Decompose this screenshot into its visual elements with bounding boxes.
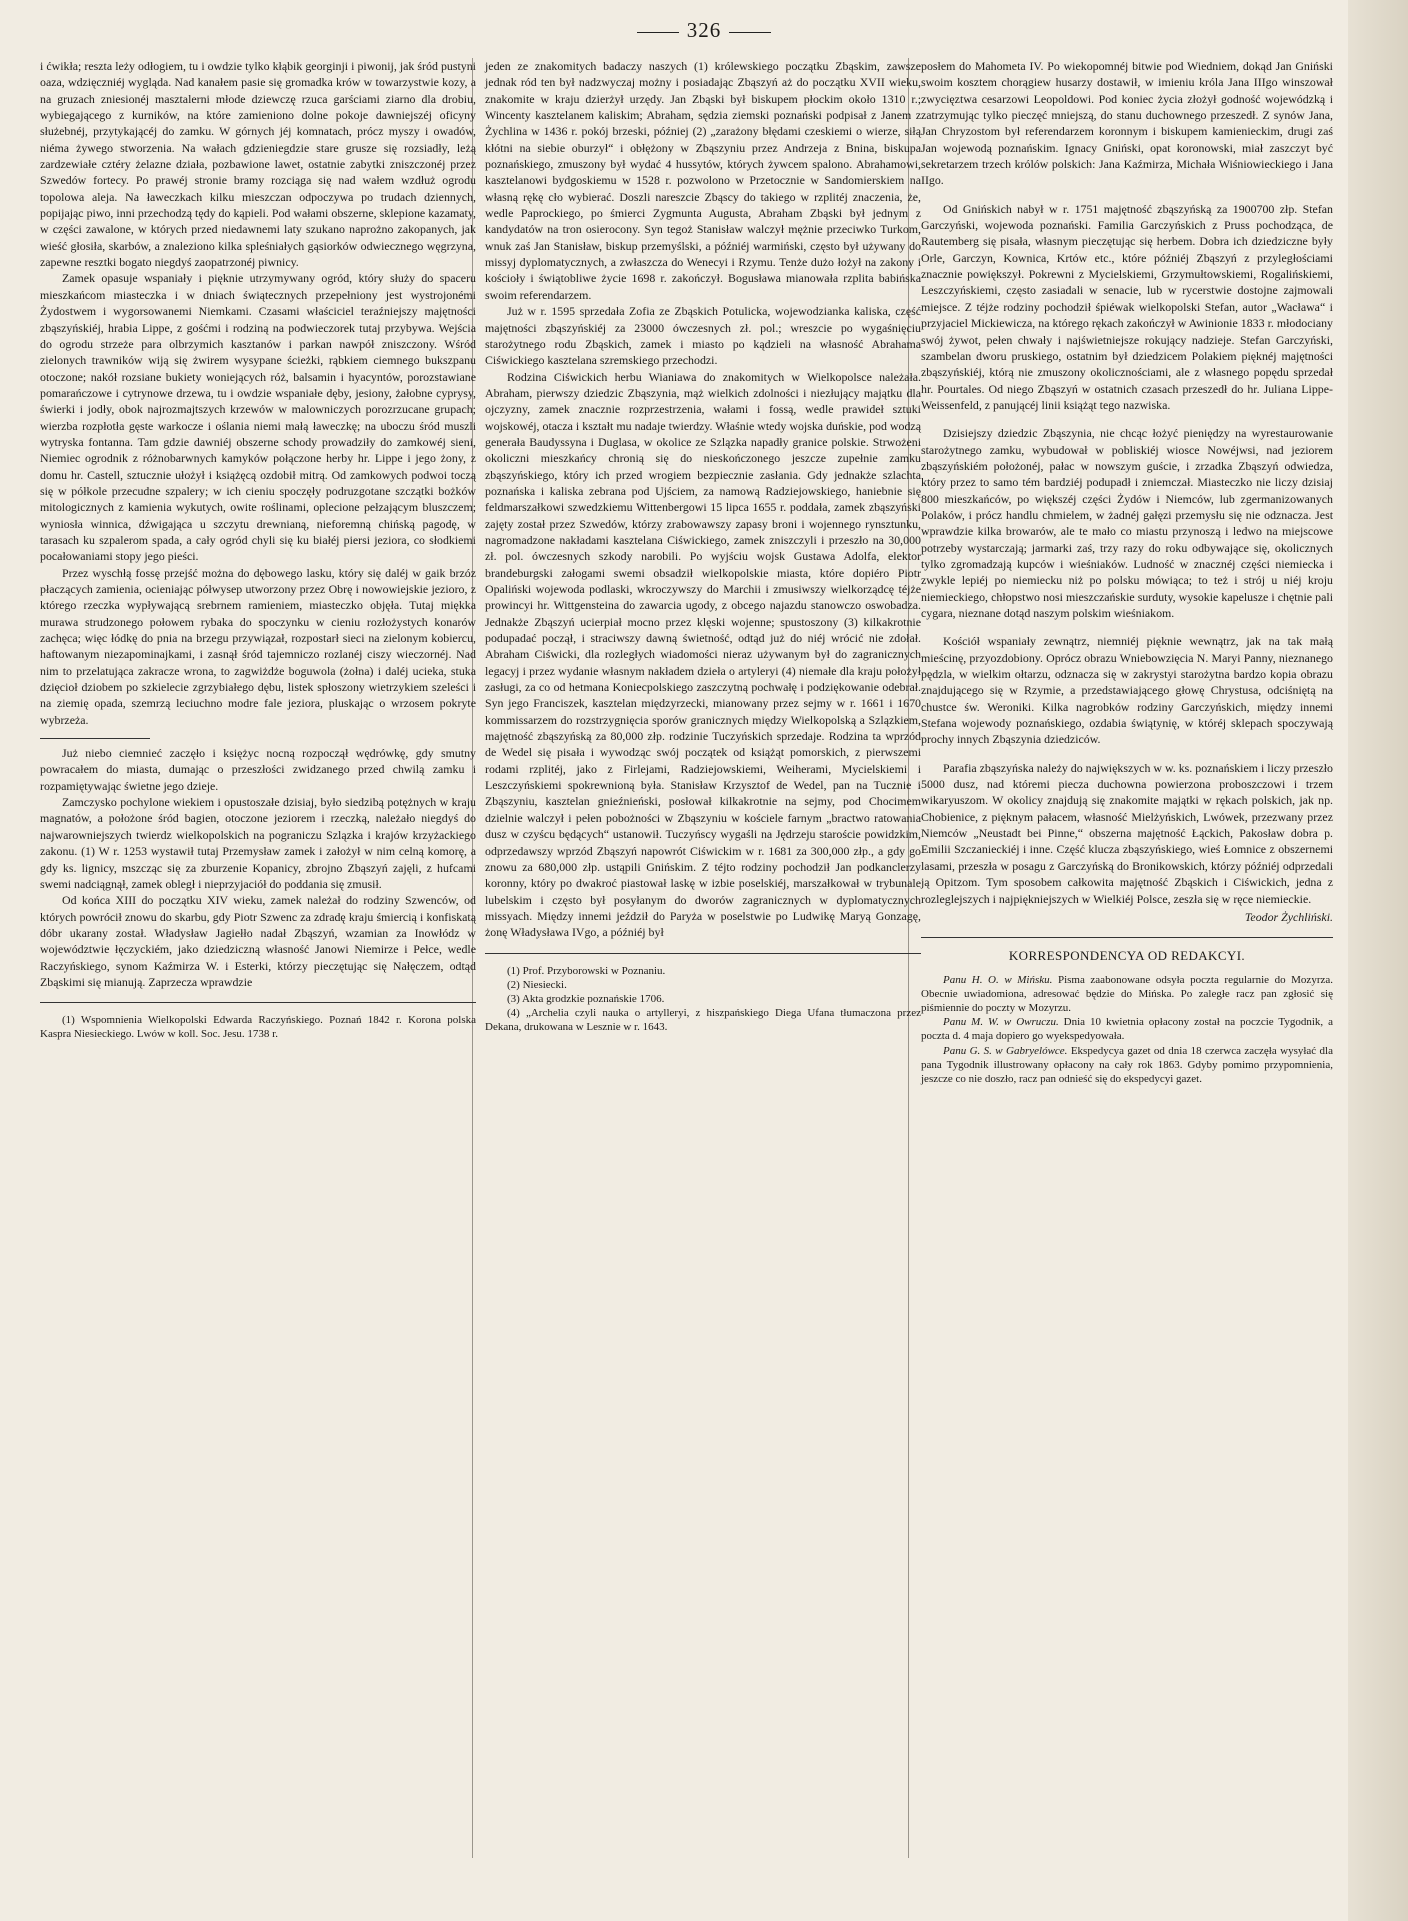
footnote: (4) „Archelia czyli nauka o artylleryi, z hiszpańskiego Diega Ufana tłumaczona przez Dekana, drukowana w Lesznie w r. 1643. [485, 1006, 921, 1033]
column-middle [485, 58, 921, 1034]
correspondence-text: Dnia 10 kwietnia opłacony został na poczcie Tygodnik, a poczta d. 4 maja dopiero go wyekspedyowała. [921, 1016, 1334, 1043]
footnote-rule [485, 953, 921, 954]
footnote: (3) Akta grodzkie poznańskie 1706. [507, 992, 665, 1005]
article-paragraph: Od Gnińskich nabył w r. 1751 majętność zbąszyńską za 1900700 złp. Stefan Garczyński, wojewoda poznański. Familia Garczyńskich z Pruss pochodząca, de Rautemberg się pisała, własnym pieczętując się herbem. Dobra ich dziedziczne były Orle, Garczyn, Kownica, Krtów etc., które późniéj Zbąszyń z przyległościami znacznie powiększył. Pokrewni z Mycielskiemi, Grzymułtowskiemi, Rogalińskiemi, Leszczyńskiemi, często zasiadali w senacie, lub w rycerstwie dostojne zajmowali miejsce. Z téjże rodziny pochodził śpiéwak wielkopolski Stefan, autor „Wacława“ i przyjaciel Mickiewicza, na którego rękach zakończył w Awinionie 1833 r. młodociany swój żywot, pełen chwały i najświetniejsze rokujący nadzieje. Stefan Garczyński, szambelan dworu pruskiego, ostatnim był dziedzicem Polakiem pięknéj majętności zbąszyńskiéj, którą nie zmuszony okolicznościami, ale z własnego popędu sprzedał hr. Pourtales. Od niego Zbąszyń w ostatnich czasach przeszedł do hr. Juliana Lippe-Weissenfeld, z panującéj linii książąt tego nazwiska. [921, 201, 1333, 412]
footnote: (1) Wspomnienia Wielkopolski Edwarda Raczyńskiego. Poznań 1842 r. Korona polska Kaspra Niesieckiego. Lwów w koll. Soc. Jesu. 1738 r. [40, 1014, 476, 1041]
article-paragraph: i ćwikła; reszta leży odłogiem, tu i owdzie tylko kłąbik georginji i piwonij, jak śród pustyni oaza, wdzięczniéj wygląda. Nad kanałem pasie się gromadka krów w towarzystwie kozy, a na gruzach zniesionéj masztalerni młode dziewczę rzuca garściami ziarno dla drobiu, wybiegającego z kurników, na które zamieniono dolne pokoje dawniejszéj oficyny służebnéj, przytykającéj do zamku. W górnych jéj komnatach, prócz myszy i owadów, niéma żywego stworzenia. Na wałach gdzieniegdzie stare grusze się rozsiadły, leżą zardzewiałe cztéry żelazne działa, pozbawione lawet, ostatnie zabytki zniszczonéj przez Szwedów fortecy. Po prawéj stronie bramy rozciąga się nad wałem wzdłuż ogrodu topolowa aleja. Na ławeczkach kilku mieszczan odpoczywa po trudach dziennych, popijając piwo, inni przechodzą tędy do kąpieli. Pod wałami obszerne, sklepione kazamaty, w części zawalone, w których przed niedawnemi laty szukano naprożno zakopanych, jak wieść głosiła, skarbów, a znaleziono kilka spleśniałych gąsiorków odwiecznego węgrzyna, zapewne resztki bogato niegdyś zaopatrzonéj piwnicy. [40, 59, 476, 270]
article-paragraph: Kościół wspaniały zewnątrz, niemniéj pięknie wewnątrz, jak na tak małą mieścinę, przyozdobiony. Oprócz obrazu Wniebowzięcia N. Maryi Panny, nieznanego pędzla, w wielkim ołtarzu, odznacza się w zakrystyi starożytna bardzo kopia obrazu znajdującego się w Rzymie, a przedstawiającego głowę Chrystusa, odciśniętą na chustce św. Weroniki. Kilka nagrobków rodziny Garczyńskich, między innemi Stefana wojewody poznańskiego, ozdabia świątynię, w któréj sklepach spoczywają prochy innych Zbąszynia dziedziców. [921, 634, 1333, 747]
article-paragraph: Zamek opasuje wspaniały i pięknie utrzymywany ogród, który służy do spaceru mieszkańcom miasteczka i w dniach świątecznych przepełniony jest wystrojonémi Żydostwem i wygorsowanemi Niemkami. Czasami właściciel teraźniejszy majętności zbąszyńskiéj, hrabia Lippe, z gośćmi i rodziną na podwieczorek tutaj przybywa. Wejścia do ogrodu strzeże para olbrzymich kasztanów i parkan nawpół zniszczony. Wśród zielonych trawników wiją się żwirem wysypane ścieżki, rąbkiem ciemnego bukszpanu otoczone; nakół rozsiane bukiety woniejących róż, balsamin i hyacyntów, porozstawiane pomarańczowe i cytrynowe drzewa, tu i owdzie wspaniałe dęby, jesiony, żałobne cyprysy, świerki i jodły, obok najrozmajtszych krzewów w malowniczych porozrzucane grupach; wierzba rozpłotła gęste warkocze i oślania niemi małą ławeczkę; na uboczu śród muszli wytryska fontanna. Tam gdzie dawniéj obszerne schody prowadziły do zamkowéj sieni, Niemiec ogrodnik z różnobarwnych kamyków połączone herby hr. Lippe i jego żony, z domu hr. Castell, sztucznie ułożył i książęcą ozdobił mitrą. Od zamkowych podwoi toczą się w półkole przecudne szpalery; w ich cieniu spoczęły podruzgotane szczątki bożków mitologicznych z kamienia wykutych, owite roślinami, oplecione pełzającym bluszczem; wyniosła winnica, dźwigająca u szczytu drewnianą, nieforemną chińską pagodę, w tarasach ku szpalerom spada, a cały ogród chyli się ku białéj piersi jeziora, co słodkiemi pocałowaniami stopy jego pieści. [40, 271, 476, 564]
page-edge-shadow [1348, 0, 1408, 1921]
article-paragraph: Parafia zbąszyńska należy do największych w w. ks. poznańskiem i liczy przeszło 5000 dusz, nad któremi piecza duchowna powierzona proboszczowi i trzem wikaryuszom. W okolicy znajdują się znakomite majątki w rękach polskich, jak np. Chobienice, z pięknym pałacem, własność Mielżyńskich, Lwówek, przezwany przez Niemców „Neustadt bei Pinne,“ obszerna majętność Łąckich, Pakosław dobra p. Emilii Szczanieckiéj i inne. Część klucza zbąszyńskiego, wieś Łomnice z obszernemi lasami, przeszła w posagu z Garczyńską do Bronikowskich, którzy późniéj odprzedali ją Opitzom. Tym sposobem całkowita majętność Zbąskich i Ciświckich, jedna z rozleglejszych i najpiękniejszych w Wielkiéj Polsce, zeszła się w ręce niemieckie. [921, 760, 1333, 906]
article-paragraph: jeden ze znakomitych badaczy naszych (1) królewskiego początku Zbąskim, zawsze jednak ród ten był nadzwyczaj możny i posiadając Zbąszyń aż do początku XVII wieku, znakomite w kraju dzierżył urzędy. Jan Zbąski był biskupem płockim około 1310 r.; Wincenty kasztelanem kaliskim; Abraham, sędzia ziemski poznański podpisał z Janem z Żychlina w 1436 r. pokój brzeski, później (2) „zarażony błędami czeskiemi o wierze, siłą kłótni na siebie oburzył“ i obłężony w Zbąszyniu przez Andrzeja z Bnina, biskupa poznańskiego, zmuszony był wydać 4 hussytów, których żywcem spalono. Abrahamowi, kasztelanowi bydgoskiemu w 1528 r. pozwolono w Przetocznie w Sandomierskiem na własną rękę cło wybierać. Doszli nareszcie Zbąscy do takiego w rzplitéj znaczenia, że, wedle Paprockiego, po śmierci Zygmunta Augusta, Abraham Zbąski był jednym z kandydatów na tron osierocony. Syn tegoż Stanisław walczył mężnie przeciwko Turkom, wnuk zaś Jan Stanisław, biskup przemyślski, a późniéj warmiński, często był używany do missyj dyplomatycznych, a zwłaszcza do Wenecyi i Rzymu. Tenże dużo łożył na zakony i kościoły i świątobliwe życie 1698 r. zakończył. Bogusława mianowała rzplita babińska swoim referendarzem. [485, 59, 921, 302]
correspondence-entry [921, 1044, 1333, 1087]
author-signature: Teodor Żychliński. [1244, 909, 1333, 924]
article-paragraph: Już w r. 1595 sprzedała Zofia ze Zbąskich Potulicka, wojewodzianka kaliska, część majętności zbąszyńskiéj za 23000 ówczesnych zł. pol.; wreszcie po wygaśnięciu starożytnego rodu Zbąskich, zamek i miasto po kądzieli na własność Abrahama Ciświckiego kasztelana szremskiego przechodzi. [485, 304, 921, 368]
page-number-text: 326 [686, 18, 722, 42]
correspondence-heading: KORRESPONDENCYA OD REDAKCYI. [1008, 948, 1246, 964]
page-number [0, 18, 1408, 43]
section-separator [921, 937, 1333, 938]
column-left [40, 58, 476, 1041]
article-paragraph: Dzisiejszy dziedzic Zbąszynia, nie chcąc łożyć pieniędzy na wyrestaurowanie starożytnego zamku, wybudował w pobliskiéj wiosce Nowéjwsi, nad jeziorem zbąszyńskiém położonéj, pałac w nowszym guście, i zrzadka Zbąszyń odwiedza, który przez to samo tém bardziéj podupadł i zniemczał. Miasteczko nie liczy dzisiaj 800 mieszkańców, po większéj części Żydów i Niemców, lub zgermanizowanych Polaków, i prócz handlu chmielem, w żadnéj gałęzi przemysłu się nie odznacza. Jest wprawdzie kilka browarów, ale te mało co miastu przynoszą i ledwo na miejscowe potrzeby wystarczają; jarmarki zaś, trzy razy do roku odbywające się, okolicznych tylko zgromadzają kupców i wieśniaków. Ludność w znacznéj części niemiecka i zwykle lepiéj po niemiecku niż po polsku mówiąca; to też i strój u niéj kroju niemieckiego, chłopstwo nosi mieszczańskie surduty, wysokie kapelusze i chętnie pali cygara, nieznane dotąd naszym polskim wieśniakom. [921, 426, 1333, 620]
correspondence-text: Ekspedycya gazet od dnia 18 czerwca zaczęła wysyłać dla pana Tygodnik illustrowany opłacony na cały rok 1863. Gdyby pomimo przypomnienia, jeszcze co nie doszło, racz pan odnieść się do ekspedycyi gazet. [921, 1044, 1333, 1085]
article-paragraph: Od końca XIII do początku XIV wieku, zamek należał do rodziny Szwenców, od których powrócił znowu do skarbu, gdy Piotr Szwenc za zdradę kraju śmiercią i konfiskatą dóbr ukarany został. Władysław Jagiełło nadał Zbąszyń, wzamian za Inowłódz w województwie łęczyckiém, jako dziedziczną własność Janowi Niemirze i Pełce, wedle Raczyńskiego, synom Kaźmirza W. i Esterki, którzy pieczętując się Nałęczem, odtąd Zbąskimi się mianują. Zaprzecza wprawdzie [40, 893, 476, 989]
page-number-right-dash [729, 32, 771, 33]
footnote: (2) Niesiecki. [507, 978, 567, 991]
section-separator [40, 738, 150, 739]
article-paragraph: Zamczysko pochylone wiekiem i opustoszałe dzisiaj, było siedzibą potężnych w kraju magnatów, a położone śród bagien, otoczone jeziorem i rzeczką, należało niegdyś do najwarowniejszych twierdz wielkopolskich na pograniczu Szlązka i krajów krzyżackiego zakonu. (1) W r. 1253 wystawił tutaj Przemysław zamek i założył w nim celną komorę, a gdy ks. lignicy, mszcząc się za zburzenie Kopanicy, zbrojno Zbąszyń zajęli, z hufcami swemi nadciągnął, zamek obległ i nieprzyjaciół do poddania się zmusił. [40, 795, 476, 891]
correspondence-entry [921, 1015, 1333, 1043]
article-paragraph: Przez wyschłą fossę przejść można do dębowego lasku, który się daléj w gaik brzóz płaczących zamienia, ocieniając półwysep utworzony przez Obrę i nowowiejskie jezioro, z którego rzeczka wypływającą srebrnem ramieniem, miasteczko objęła. Tutaj miękka murawa strudzonego połowem rybaka do spoczynku w cieniu rozłożystych konarów zachęca; więc łódkę do pnia na brzegu przywiązał, rozpostarł sieci na zielonym kobiercu, haftowanym niezapominajkami, i zasnął śród tajemniczo rozlanéj ciszy wieczornéj. Nad nim to przelatująca zakracze wrona, to zagwiżdże boguwola (żołna) i daléj ucieka, stuka dzięcioł dziobem po szkielecie zgrzybiałego dębu, listek spłoszony wietrzykiem szeleści i na ziemię opada, szemrzą leciuchno modre fale jeziora, pluskając o wrzosem pokryte wybrzeża. [40, 565, 476, 727]
footnote-rule [40, 1002, 476, 1003]
article-paragraph: Już niebo ciemnieć zaczęło i księżyc nocną rozpoczął wędrówkę, gdy smutny powracałem do miasta, dumając o przeszłości zwidzanego przed chwilą zamku i rozpamiętywając świetne jego dzieje. [40, 746, 476, 793]
correspondence-recipient: Panu M. W. w Owruczu. [943, 1016, 1059, 1029]
column-right [921, 58, 1333, 1086]
article-paragraph: posłem do Mahometa IV. Po wiekopomnéj bitwie pod Wiedniem, dokąd Jan Gniński swoim kosztem chorągiew husarzy dostawił, w imieniu króla Jana IIIgo winszował zwycięztwa cesarzowi Leopoldowi. Pod koniec życia złożył godność wojewódzką i zatrzymując tylko pieczęć mniejszą, do stanu duchownego przeszedł. Z synów Jana, Jan Chryzostom był referendarzem koronnym i biskupem kamienieckim, drugi zaś Jan wojewodą poznańskim. Ignacy Gniński, opat koronowski, miał zaszczyt być sekretarzem trzech królów polskich: Jana Kaźmirza, Michała Wiśniowieckiego i Jana IIgo. [921, 59, 1333, 188]
footnote: (1) Prof. Przyborowski w Poznaniu. [507, 964, 666, 977]
correspondence-recipient: Panu G. S. w Gabryelówce. [943, 1044, 1068, 1057]
correspondence-text: Pisma zaabonowane odsyła poczta regularnie do Mozyrza. Obecnie uwiadomiona, adresować będzie do Mińska. Po zaległe racz pan zgłosić się piśmiennie do poczty w Mozyrzu. [921, 973, 1333, 1014]
article-paragraph: Rodzina Ciświckich herbu Wianiawa do znakomitych w Wielkopolsce należała. Abraham, pierwszy dziedzic Zbąszynia, mąż wielkich zdolności i niezłujący majątku dla ojczyzny, zamek znacznie rozprzestrzenia, wałami i fossą, wedle prawideł sztuki wojskowéj, otacza i kształt mu nadaje twierdzy. Właśnie wtedy wojska duńskie, pod wodzą generała Baudyssyna i Duglasa, w okolice ze Szlązka napadły granice polskie. Strwożeni okoliczni mieszkańcy chronią się do nieskończonego jeszcze zupełnie zamku zbąszyńskiego, który ich przed wrogiem bezpiecznie zasłania. Gdy jednakże szlachta poznańska i kaliska zebrana pod Ujściem, za namową Radziejowskiego, haniebnie się feldmarszałkowi szwedzkiemu Wittenbergowi 15 lipca 1655 r. poddała, zamek zbąszyński zajęty został przez Szwedów, którzy zrabowawszy zapasy broni i wojennego rynsztunku, nagromadzone nakładami kasztelana Ciświckiego, zamek zniszczyli i przeszło na 30,000 zł. pol. ówczesnych szkody narobili. Po wyjściu wojsk Gustawa Adolfa, elektor brandeburgski załogami swemi obsadził wielkopolskie miasta, które dopiéro Piotr Opaliński wojewoda podlaski, wkroczywszy do Marchii i zmusiwszy wielkorządcę téjże prowincyi hr. Wittgensteina do zawarcia ugody, z obcego najazdu stanowczo oswobadza. Jednakże Zbąszyń ucierpiał mocno przez klęski wojenne; spustoszony (3) kilkakrotnie podupadać począł, i straciwszy dawną świetność, odtąd już do niéj wrócić nie zdołał. Abraham Ciświcki, dla rozległych wiadomości nieraz używanym był do zagranicznych legacyj i przez wydanie własnym nakładem dzieła o artyleryi (4) niemałe dla kraju położył zasługi, za co od hetmana Koniecpolskiego zaszczytną pochwałę i podziękowanie odebrał. Syn jego Franciszek, kasztelan międzyrzecki, mianowany przez sejmy w r. 1661 i 1670 kommissarzem do rozstrzygnięcia sporów granicznych między Wielkopolską a Szlązkiem, majętność zbąszyńską za 80,000 złp. rodzinie Tuczyńskich sprzedaje. Rodzina ta wprzód de Wedel się pisała i wywodząc swój początek od książąt pomorskich, z pierwszemi rodami rzplitéj, jako z Firlejami, Radziejowskiemi, Weiherami, Mycielskiemi i Leszczyńskiemi spokrewnioną była. Stanisław Krzysztof de Wedel, pan na Tucznie i Zbąszyniu, kasztelan gnieźnieński, posłował kilkakrotnie na sejmy, pod Chocimem dzielnie walczył i pełen pobożności w Zbąszyniu w kościele farnym „bractwo ratowania dusz w czyścu będących“ ustanowił. Tuczyńscy wygaśli na Jędrzeju staroście powidzkim, odprzedawszy wprzód Zbąszyń napowrót Ciświckim w r. 1681 za 300,000 złp., a gdy go znowu za 680,000 złp. ustąpili Gnińskim. Z téjto rodziny pochodził Jan podkanclerzy koronny, który po dwakroć piastował laskę w izbie poselskiéj, marszałkował w trybunale lubelskim i często był posyłanym do dworów zagranicznych w dyplomatycznych missyach. Między innemi jeździł do Paryża w poselstwie po Ludwikę Maryą Gonzagę, żonę Władysława IVgo, a późniéj był [485, 369, 921, 940]
correspondence-recipient: Panu H. O. w Mińsku. [943, 973, 1053, 986]
correspondence-entry [921, 973, 1333, 1016]
page-number-left-dash [637, 32, 679, 33]
